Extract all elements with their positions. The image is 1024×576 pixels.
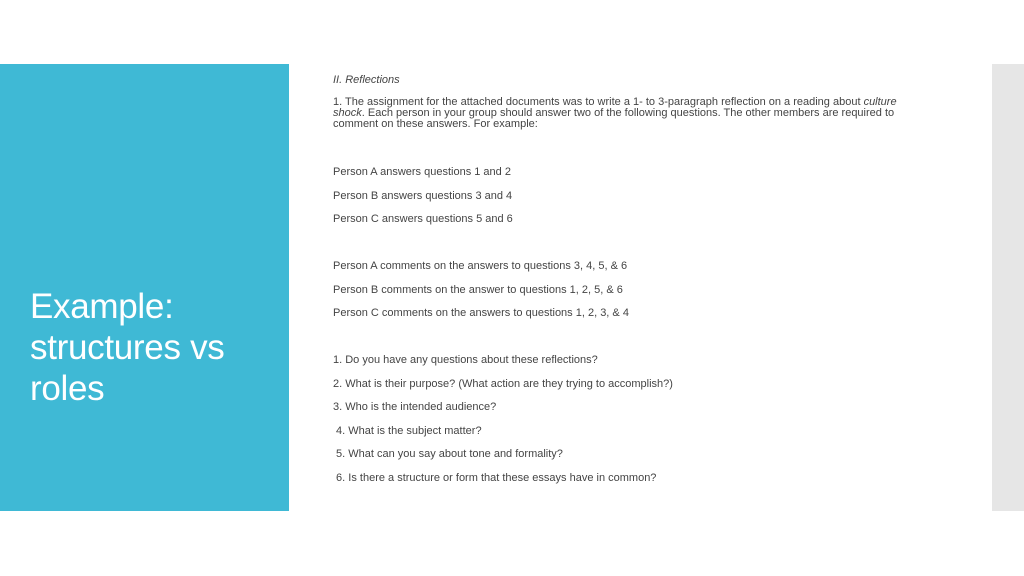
answer-line-b: Person B answers questions 3 and 4 [333,190,513,202]
right-edge-strip [992,64,1024,511]
title-panel [0,64,289,511]
answer-line-a: Person A answers questions 1 and 2 [333,166,511,178]
question-3: 3. Who is the intended audience? [333,401,497,413]
intro-text-start: 1. The assignment for the attached documents was to write a 1- to 3-paragraph reflection on a reading about [333,96,864,108]
intro-emphasis: culture shock [333,96,897,119]
slide-title-line-2: structures vs [30,328,225,367]
comment-line-b: Person B comments on the answer to questions 1, 2, 5, & 6 [333,284,623,296]
intro-text-end: . Each person in your group should answer two of the following questions. The other members are required to comment on these answers. For example: [333,107,895,130]
question-2: 2. What is their purpose? (What action are they trying to accomplish?) [333,378,673,390]
comment-line-c: Person C comments on the answers to questions 1, 2, 3, & 4 [333,307,629,319]
question-4: 4. What is the subject matter? [333,425,482,437]
slide-title-line-3: roles [30,369,105,408]
section-heading: II. Reflections [333,74,400,86]
slide-title-line-1: Example: [30,287,174,326]
question-6: 6. Is there a structure or form that these essays have in common? [333,472,657,484]
slide-title [30,286,280,409]
answer-line-c: Person C answers questions 5 and 6 [333,213,513,225]
question-1: 1. Do you have any questions about these reflections? [333,354,598,366]
intro-paragraph [333,97,923,130]
comment-line-a: Person A comments on the answers to questions 3, 4, 5, & 6 [333,260,628,272]
question-5: 5. What can you say about tone and formality? [333,448,563,460]
